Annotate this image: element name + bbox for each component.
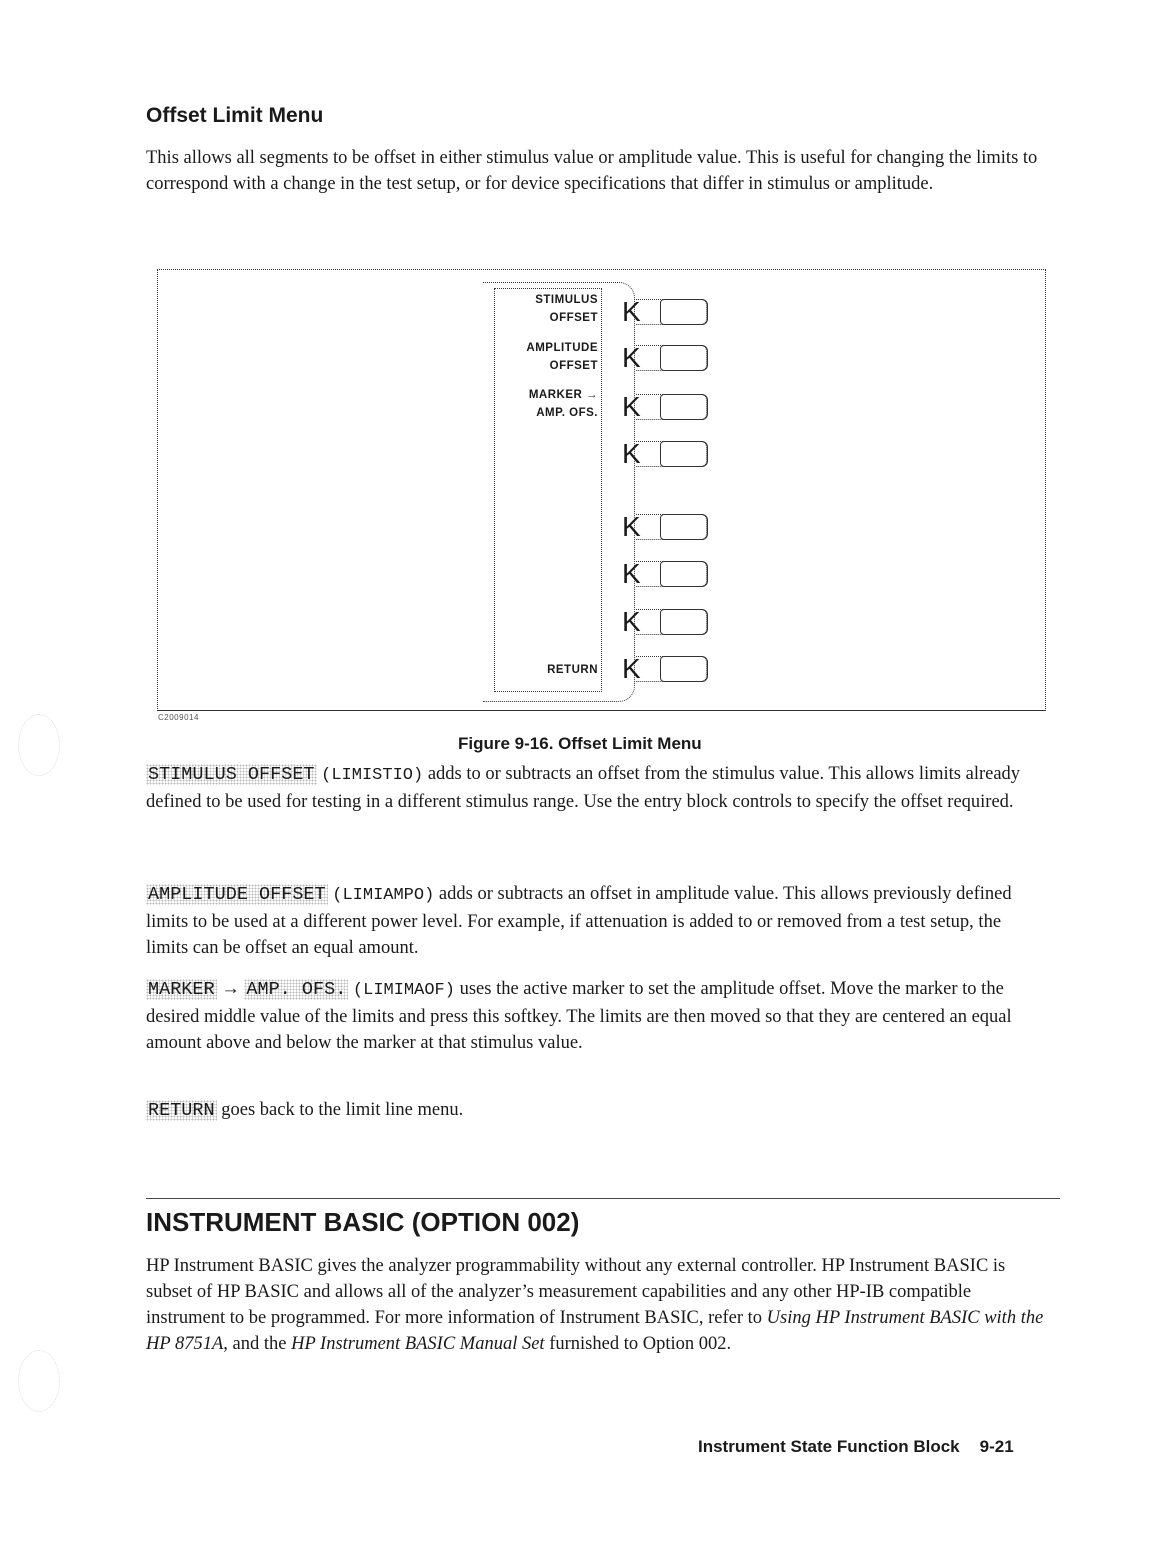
hpib-command: (LIMIAMPO) xyxy=(332,886,435,905)
softkey-label-amplitude-offset: AMPLITUDE OFFSET xyxy=(526,342,598,372)
softkey-5[interactable] xyxy=(622,513,708,541)
softkey-ref-amp-ofs: AMP. OFS. xyxy=(246,979,347,1000)
softkey-ref-marker: MARKER xyxy=(148,979,215,1000)
softkey-label-return: RETURN xyxy=(547,664,598,676)
chapter-name: Instrument State Function Block xyxy=(698,1437,960,1456)
softkey-6[interactable] xyxy=(622,560,708,588)
section-title: Offset Limit Menu xyxy=(146,104,324,127)
instrument-basic-paragraph: HP Instrument BASIC gives the analyzer programmability without any external controller. HP Instrument BASIC is subset of HP BASIC and allows all of the analyzer’s measurement capabilities and any other HP-IB compatible instrument to be programmed. For more information of Instrument BASIC, refer to Using HP Instrument BASIC with the HP 8751A, and the HP Instrument BASIC Manual Set furnished to Option 002. xyxy=(146,1256,1044,1354)
softkey-label-marker-amp-ofs: MARKER → AMP. OFS. xyxy=(528,389,598,419)
softkey-2[interactable] xyxy=(622,344,708,372)
softkey-pointer-icon: K xyxy=(622,342,641,373)
softkey-8-return[interactable] xyxy=(622,655,708,683)
softkey-ref-amplitude-offset: AMPLITUDE OFFSET xyxy=(148,884,326,905)
softkey-pointer-icon: K xyxy=(622,653,641,684)
softkey-ref-return: RETURN xyxy=(148,1100,215,1121)
softkey-pointer-icon: K xyxy=(622,558,641,589)
figure-id: C2009014 xyxy=(158,713,199,722)
book-title-manual-set: HP Instrument BASIC Manual Set xyxy=(291,1334,545,1354)
figure-caption: Figure 9-16. Offset Limit Menu xyxy=(458,734,702,753)
desc-marker-amp-ofs: MARKER → AMP. OFS. (LIMIMAOF) uses the active marker to set the amplitude offset. Move the marker to the desired middle value of the limits and press this softkey. The limits are then moved so that they are centered an equal amount above and below the marker at that stimulus value. xyxy=(146,979,1012,1053)
instrument-basic-title: INSTRUMENT BASIC (OPTION 002) xyxy=(146,1207,580,1237)
softkey-1[interactable] xyxy=(622,298,708,326)
softkey-3[interactable] xyxy=(622,393,708,421)
desc-amplitude-offset: AMPLITUDE OFFSET (LIMIAMPO) adds or subtracts an offset in amplitude value. This allows previously defined limits to be used at a different power level. For example, if attenuation is added to or removed from a test setup, the limits can be offset an equal amount. xyxy=(146,884,1012,958)
page-number: 9-21 xyxy=(979,1437,1014,1456)
softkey-7[interactable] xyxy=(622,608,708,636)
binder-hole-mark xyxy=(18,1350,60,1412)
binder-hole-mark xyxy=(18,714,60,776)
softkey-4[interactable] xyxy=(622,440,708,468)
softkey-pointer-icon: K xyxy=(622,296,641,327)
softkey-label-stimulus-offset: STIMULUS OFFSET xyxy=(535,294,598,324)
softkey-pointer-icon: K xyxy=(622,391,641,422)
section-divider xyxy=(146,1198,1060,1199)
desc-stimulus-offset: STIMULUS OFFSET (LIMISTIO) adds to or subtracts an offset from the stimulus value. This allows limits already defined to be used for testing in a different stimulus range. Use the entry block controls to specify the offset required. xyxy=(146,764,1021,812)
page-footer xyxy=(698,1437,1014,1457)
hpib-command: (LIMISTIO) xyxy=(321,766,424,785)
hpib-command: (LIMIMAOF) xyxy=(352,981,455,1000)
softkey-pointer-icon: K xyxy=(622,606,641,637)
book-title-using-ibasic: Using HP Instrument BASIC with the HP 8751A xyxy=(146,1308,1044,1354)
intro-paragraph: This allows all segments to be offset in either stimulus value or amplitude value. This is useful for changing the limits to correspond with a change in the test setup, or for device specifications that differ in stimulus or amplitude. xyxy=(146,148,1038,194)
softkey-pointer-icon: K xyxy=(622,511,641,542)
softkey-ref-stimulus-offset: STIMULUS OFFSET xyxy=(148,764,315,785)
desc-return: RETURN goes back to the limit line menu. xyxy=(148,1100,464,1121)
arrow-icon: → xyxy=(221,979,240,999)
softkey-pointer-icon: K xyxy=(622,438,641,469)
